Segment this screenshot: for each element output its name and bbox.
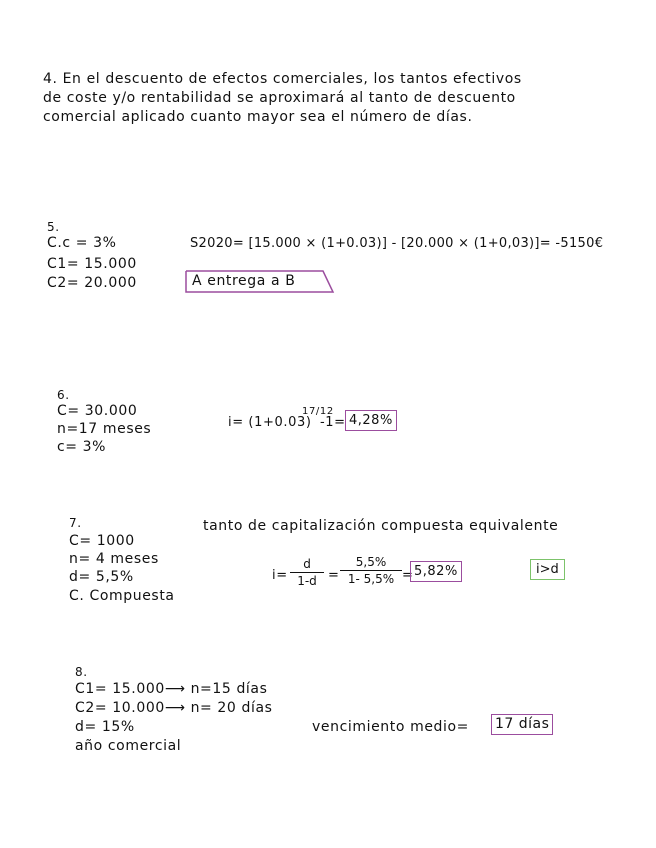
q7-data-n: n= 4 meses [69,551,159,567]
q4-line-1: 4. En el descuento de efectos comerciales, los tantos efectivos [43,71,522,87]
q8-data-c1: C1= 15.000⟶ n=15 días [75,681,268,697]
q7-number: 7. [69,516,82,530]
q7-eq-1: = [328,568,340,583]
q7-result-box: 5,82% [410,561,462,582]
q6-formula-left: i= (1+0.03) [228,415,312,430]
q8-number: 8. [75,665,88,679]
q7-fraction-2 [340,555,402,586]
q5-result: A entrega a B [192,273,296,289]
q6-data-n: n=17 meses [57,421,152,437]
q7-comparison-box: i>d [530,559,565,580]
q7-data-c: C= 1000 [69,533,135,549]
q7-frac2-den: 1- 5,5% [347,572,395,586]
q6-data-c: C= 30.000 [57,403,138,419]
q6-data-rate: c= 3% [57,439,107,455]
q6-result-box: 4,28% [345,410,397,431]
q7-i-label: i= [272,568,288,583]
q7-heading: tanto de capitalización compuesta equivalente [203,518,559,534]
q4-line-2: de coste y/o rentabilidad se aproximará al tanto de descuento [43,90,516,106]
question-4-text [43,70,633,127]
q5-data-cc: C.c = 3% [47,235,117,251]
q7-fraction-1 [290,557,324,588]
q8-data-c2: C2= 10.000⟶ n= 20 días [75,700,273,716]
q5-number: 5. [47,220,60,234]
q4-line-3: comercial aplicado cuanto mayor sea el número de días. [43,109,473,125]
q7-eq-2: = [402,568,414,583]
q7-frac1-den: 1-d [297,574,317,588]
q5-data-c1: C1= 15.000 [47,256,137,272]
q7-frac2-num: 5,5% [355,555,387,569]
q8-data-d: d= 15% [75,719,135,735]
q6-number: 6. [57,388,70,402]
q8-label: vencimiento medio= [312,719,470,735]
fraction-bar [340,570,402,571]
q6-exponent: 17/12 [302,406,334,417]
q8-result-box: 17 días [491,714,553,735]
q7-data-type: C. Compuesta [69,588,175,604]
q6-formula-right: -1= [320,415,346,430]
q7-data-d: d= 5,5% [69,569,134,585]
q8-data-year: año comercial [75,738,182,754]
q5-data-c2: C2= 20.000 [47,275,137,291]
q7-frac1-num: d [303,557,311,571]
q5-formula: S2020= [15.000 × (1+0.03)] - [20.000 × (1+0,03)]= -5150€ [190,236,604,251]
fraction-bar [290,572,324,573]
